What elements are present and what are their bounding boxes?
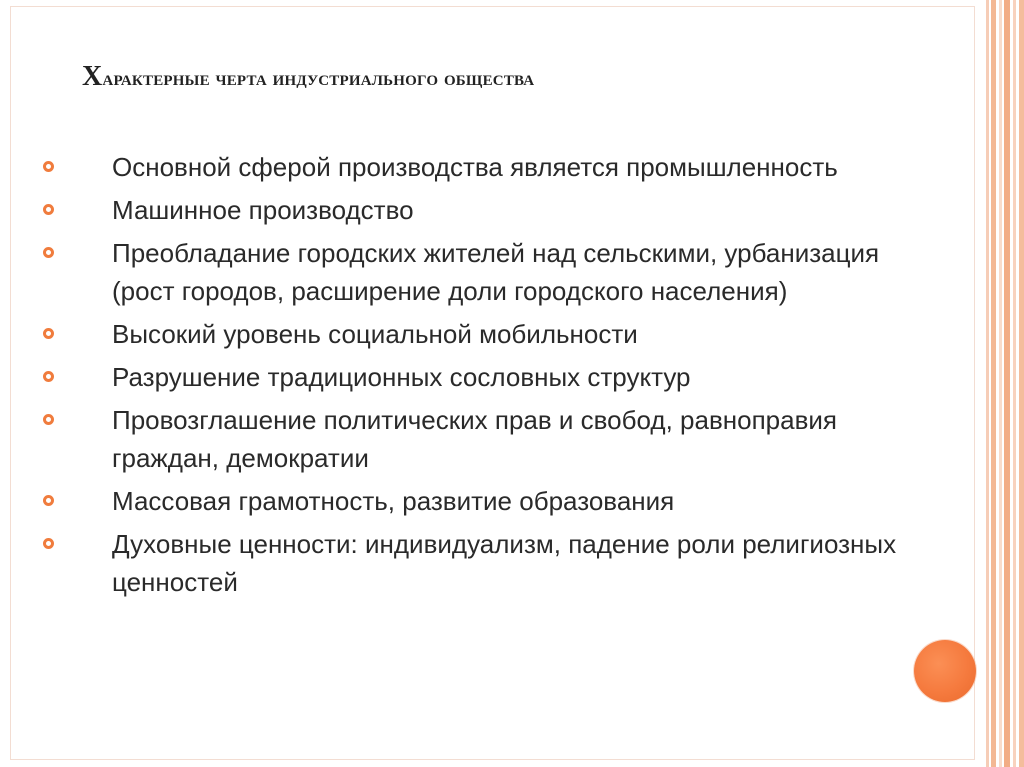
hollow-circle-bullet-icon — [43, 161, 54, 172]
stripe — [1013, 0, 1016, 767]
list-item — [40, 482, 920, 520]
decorative-stripes — [984, 0, 1024, 767]
list-item — [40, 234, 920, 310]
bullet-text: Духовные ценности: индивидуализм, падение роли религиозных ценностей — [112, 529, 897, 597]
list-item — [40, 148, 920, 186]
stripe — [991, 0, 996, 767]
orange-circle-icon — [914, 640, 976, 702]
bullet-text: Преобладание городских жителей над сельскими, урбанизация (рост городов, расширение доли городского населения) — [112, 238, 880, 306]
list-item — [40, 315, 920, 353]
hollow-circle-bullet-icon — [43, 371, 54, 382]
list-item — [40, 358, 920, 396]
hollow-circle-bullet-icon — [43, 247, 54, 258]
hollow-circle-bullet-icon — [43, 414, 54, 425]
list-item — [40, 401, 920, 477]
bullet-text: Провозглашение политических прав и свобод, равноправия граждан, демократии — [112, 405, 837, 473]
hollow-circle-bullet-icon — [43, 495, 54, 506]
stripe — [1004, 0, 1010, 767]
slide-title: Характерные черта индустриального общества — [82, 61, 535, 92]
list-item — [40, 525, 920, 601]
bullet-text: Машинное производство — [112, 195, 414, 225]
bullet-list — [40, 148, 920, 606]
hollow-circle-bullet-icon — [43, 328, 54, 339]
stripe — [986, 0, 989, 767]
hollow-circle-bullet-icon — [43, 204, 54, 215]
hollow-circle-bullet-icon — [43, 538, 54, 549]
bullet-text: Высокий уровень социальной мобильности — [112, 319, 638, 349]
list-item — [40, 191, 920, 229]
bullet-text: Основной сферой производства является промышленность — [112, 152, 838, 182]
bullet-text: Массовая грамотность, развитие образования — [112, 486, 675, 516]
stripe — [1019, 0, 1024, 767]
bullet-text: Разрушение традиционных сословных структур — [112, 362, 691, 392]
stripe — [999, 0, 1002, 767]
